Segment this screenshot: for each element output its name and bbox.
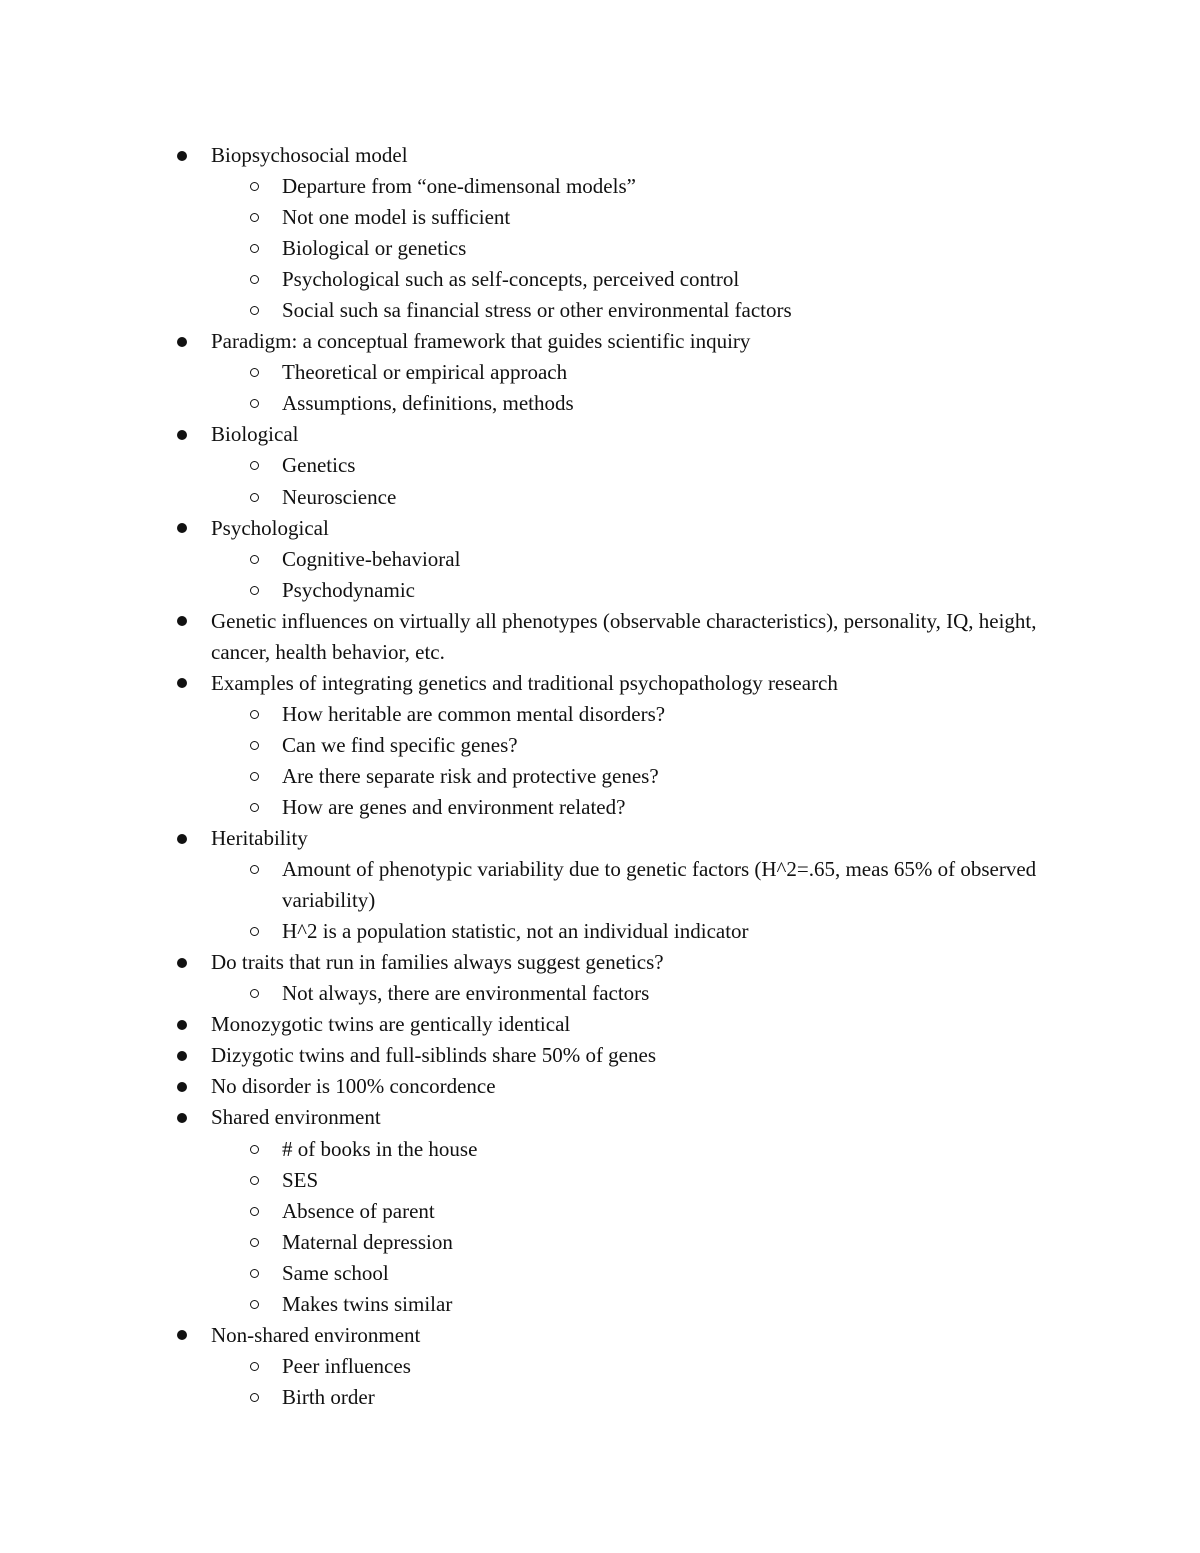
- bullet-item: [211, 140, 1051, 171]
- bullet-text: How heritable are common mental disorders?: [282, 701, 666, 726]
- hollow-bullet-icon: [247, 357, 261, 388]
- bullet-text: Absence of parent: [282, 1198, 435, 1223]
- sub-bullet-item: [282, 761, 1052, 792]
- bullet-text: Genetics: [282, 453, 356, 478]
- sub-bullet-item: [282, 450, 1052, 481]
- hollow-bullet-icon: [247, 544, 261, 575]
- filled-bullet-icon: [175, 513, 189, 544]
- hollow-bullet-icon: [247, 854, 261, 885]
- sub-bullet-item: [282, 699, 1052, 730]
- hollow-bullet-icon: [247, 1227, 261, 1258]
- bullet-item: [211, 1320, 1051, 1351]
- bullet-text: Maternal depression: [282, 1229, 453, 1254]
- bullet-text: Heritability: [211, 826, 308, 851]
- filled-bullet-icon: [175, 668, 189, 699]
- hollow-bullet-icon: [247, 388, 261, 419]
- sub-bullet-item: [282, 854, 1052, 916]
- bullet-item: [211, 1009, 1051, 1040]
- filled-bullet-icon: [175, 1102, 189, 1133]
- filled-bullet-icon: [175, 140, 189, 171]
- bullet-text: Examples of integrating genetics and traditional psychopathology research: [211, 670, 838, 695]
- bullet-text: Biological or genetics: [282, 236, 467, 261]
- bullet-text: Do traits that run in families always suggest genetics?: [211, 950, 664, 975]
- hollow-bullet-icon: [247, 202, 261, 233]
- bullet-item: [211, 1040, 1051, 1071]
- bullet-text: Psychological: [211, 515, 329, 540]
- filled-bullet-icon: [175, 606, 189, 637]
- hollow-bullet-icon: [247, 978, 261, 1009]
- sub-bullet-item: [282, 482, 1052, 513]
- hollow-bullet-icon: [247, 233, 261, 264]
- hollow-bullet-icon: [247, 1351, 261, 1382]
- bullet-item: [211, 606, 1051, 668]
- sub-bullet-item: [282, 1382, 1052, 1413]
- bullet-text: Amount of phenotypic variability due to genetic factors (H^2=.65, meas 65% of observed variability): [282, 857, 1037, 913]
- bullet-text: Biological: [211, 422, 299, 447]
- bullet-text: Not always, there are environmental factors: [282, 981, 650, 1006]
- filled-bullet-icon: [175, 419, 189, 450]
- filled-bullet-icon: [175, 1040, 189, 1071]
- bullet-text: Biopsychosocial model: [211, 143, 408, 167]
- hollow-bullet-icon: [247, 1196, 261, 1227]
- hollow-bullet-icon: [247, 1382, 261, 1413]
- hollow-bullet-icon: [247, 482, 261, 513]
- bullet-text: Genetic influences on virtually all phenotypes (observable characteristics), personality, IQ, height, cancer, health behavior, etc.: [211, 608, 1037, 664]
- bullet-item: [211, 326, 1051, 357]
- sub-bullet-item: [282, 171, 1052, 202]
- sub-bullet-item: [282, 1351, 1052, 1382]
- bullet-item: [211, 1071, 1051, 1102]
- hollow-bullet-icon: [247, 792, 261, 823]
- hollow-bullet-icon: [247, 295, 261, 326]
- bullet-text: Departure from “one-dimensonal models”: [282, 174, 636, 199]
- sub-bullet-item: [282, 730, 1052, 761]
- sub-bullet-item: [282, 1196, 1052, 1227]
- bullet-text: Makes twins similar: [282, 1291, 453, 1316]
- filled-bullet-icon: [175, 326, 189, 357]
- bullet-text: Theoretical or empirical approach: [282, 360, 568, 385]
- bullet-text: Social such sa financial stress or other environmental factors: [282, 298, 792, 323]
- filled-bullet-icon: [175, 823, 189, 854]
- sub-bullet-item: [282, 1165, 1052, 1196]
- bullet-text: Psychological such as self-concepts, perceived control: [282, 267, 740, 292]
- filled-bullet-icon: [175, 1320, 189, 1351]
- hollow-bullet-icon: [247, 1134, 261, 1165]
- bullet-item: [211, 668, 1051, 699]
- hollow-bullet-icon: [247, 1165, 261, 1196]
- hollow-bullet-icon: [247, 450, 261, 481]
- sub-bullet-item: [282, 978, 1052, 1009]
- hollow-bullet-icon: [247, 1258, 261, 1289]
- bullet-text: Neuroscience: [282, 484, 397, 509]
- sub-bullet-item: [282, 1258, 1052, 1289]
- sub-bullet-item: [282, 575, 1052, 606]
- bullet-text: SES: [282, 1167, 319, 1192]
- bullet-text: Not one model is sufficient: [282, 205, 511, 230]
- sub-bullet-item: [282, 295, 1052, 326]
- bullet-text: Assumptions, definitions, methods: [282, 391, 574, 416]
- sub-bullet-item: [282, 1289, 1052, 1320]
- bullet-item: [211, 947, 1051, 978]
- sub-bullet-item: [282, 916, 1052, 947]
- sub-bullet-item: [282, 1227, 1052, 1258]
- bullet-item: [211, 513, 1051, 544]
- bullet-text: Paradigm: a conceptual framework that guides scientific inquiry: [211, 329, 751, 354]
- bullet-text: Dizygotic twins and full-siblinds share 50% of genes: [211, 1043, 656, 1068]
- sub-bullet-item: [282, 544, 1052, 575]
- filled-bullet-icon: [175, 1071, 189, 1102]
- hollow-bullet-icon: [247, 1289, 261, 1320]
- hollow-bullet-icon: [247, 730, 261, 761]
- bullet-text: Shared environment: [211, 1105, 381, 1130]
- sub-bullet-item: [282, 792, 1052, 823]
- filled-bullet-icon: [175, 1009, 189, 1040]
- sub-bullet-item: [282, 357, 1052, 388]
- sub-bullet-item: [282, 264, 1052, 295]
- sub-bullet-item: [282, 1134, 1052, 1165]
- bullet-item: [211, 419, 1051, 450]
- filled-bullet-icon: [175, 947, 189, 978]
- bullet-text: Are there separate risk and protective genes?: [282, 763, 659, 788]
- hollow-bullet-icon: [247, 761, 261, 792]
- notes-outline: [0, 140, 1200, 1413]
- sub-bullet-item: [282, 388, 1052, 419]
- hollow-bullet-icon: [247, 575, 261, 606]
- hollow-bullet-icon: [247, 171, 261, 202]
- bullet-text: Peer influences: [282, 1353, 411, 1378]
- hollow-bullet-icon: [247, 264, 261, 295]
- bullet-text: # of books in the house: [282, 1136, 478, 1161]
- bullet-text: Non-shared environment: [211, 1322, 421, 1347]
- bullet-text: Cognitive-behavioral: [282, 546, 461, 571]
- bullet-text: Monozygotic twins are gentically identical: [211, 1012, 571, 1037]
- bullet-text: How are genes and environment related?: [282, 794, 626, 819]
- hollow-bullet-icon: [247, 699, 261, 730]
- bullet-text: Birth order: [282, 1384, 375, 1409]
- bullet-text: Psychodynamic: [282, 577, 415, 602]
- bullet-text: H^2 is a population statistic, not an individual indicator: [282, 919, 749, 944]
- bullet-text: Same school: [282, 1260, 389, 1285]
- bullet-text: No disorder is 100% concordence: [211, 1074, 496, 1099]
- bullet-text: Can we find specific genes?: [282, 732, 518, 757]
- sub-bullet-item: [282, 233, 1052, 264]
- sub-bullet-item: [282, 202, 1052, 233]
- hollow-bullet-icon: [247, 916, 261, 947]
- bullet-item: [211, 1102, 1051, 1133]
- bullet-item: [211, 823, 1051, 854]
